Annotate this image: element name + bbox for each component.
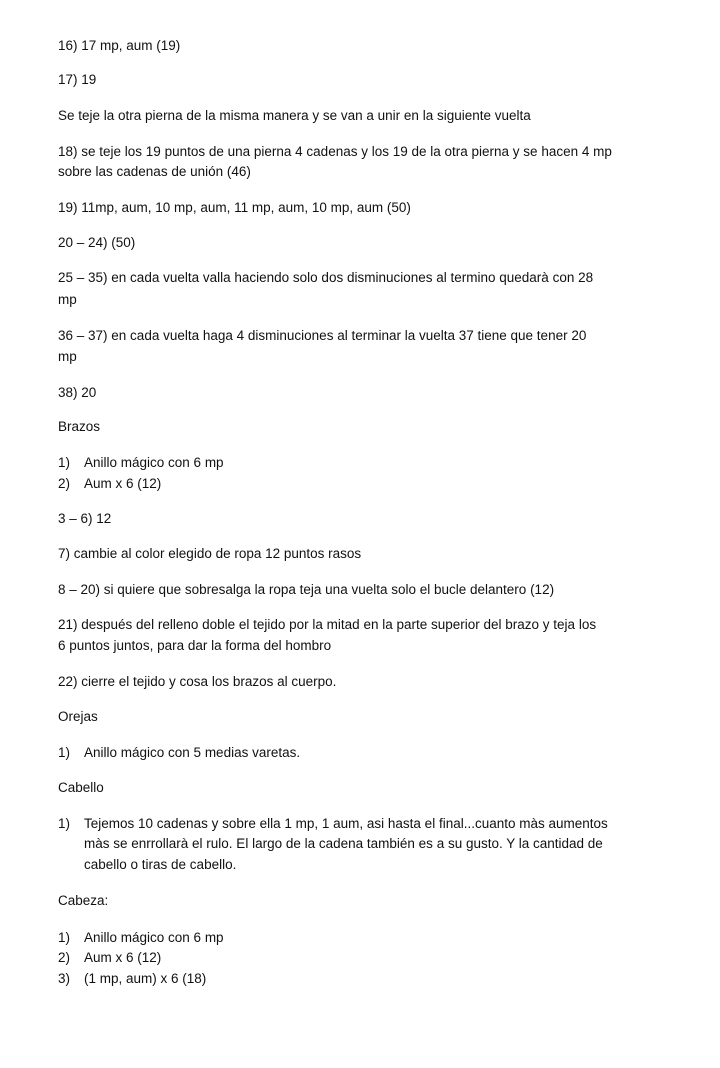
cabello-heading: Cabello: [58, 780, 104, 795]
list-number: 1): [58, 816, 71, 831]
cabello-item-1-line3: cabello o tiras de cabello.: [84, 857, 237, 872]
row-20-24: 20 – 24) (50): [58, 235, 136, 250]
brazos-row-3-6: 3 – 6) 12: [58, 511, 112, 526]
orejas-heading: Orejas: [58, 709, 98, 724]
brazos-row-21-line1: 21) después del relleno doble el tejido por la mitad en la parte superior del brazo y teja los: [58, 617, 597, 632]
list-number: 1): [58, 745, 71, 760]
other-leg-note: Se teje la otra pierna de la misma manera y se van a unir en la siguiente vuelta: [58, 108, 531, 123]
row-18-line1: 18) se teje los 19 puntos de una pierna 4 cadenas y los 19 de la otra pierna y se hacen 4 mp: [58, 144, 612, 159]
list-text: Aum x 6 (12): [84, 950, 162, 965]
row-16: 16) 17 mp, aum (19): [58, 38, 181, 53]
list-text: Anillo mágico con 5 medias varetas.: [84, 745, 301, 760]
row-36-37-line2: mp: [58, 349, 77, 364]
row-25-35-line2: mp: [58, 292, 77, 307]
list-number: 1): [58, 930, 71, 945]
cabeza-heading: Cabeza:: [58, 893, 109, 908]
brazos-row-21-line2: 6 puntos juntos, para dar la forma del hombro: [58, 638, 332, 653]
row-25-35-line1: 25 – 35) en cada vuelta valla haciendo solo dos disminuciones al termino quedarà con 28: [58, 270, 594, 285]
row-17: 17) 19: [58, 72, 97, 87]
row-38: 38) 20: [58, 385, 97, 400]
brazos-row-7: 7) cambie al color elegido de ropa 12 puntos rasos: [58, 546, 362, 561]
list-number: 3): [58, 971, 71, 986]
list-text: Tejemos 10 cadenas y sobre ella 1 mp, 1 aum, asi hasta el final...cuanto màs aumentos: [84, 816, 608, 831]
brazos-row-22: 22) cierre el tejido y cosa los brazos al cuerpo.: [58, 674, 337, 689]
list-text: (1 mp, aum) x 6 (18): [84, 971, 207, 986]
row-19: 19) 11mp, aum, 10 mp, aum, 11 mp, aum, 10 mp, aum (50): [58, 200, 411, 215]
list-number: 1): [58, 455, 71, 470]
cabello-item-1-line2: màs se enrrollarà el rulo. El largo de la cadena también es a su gusto. Y la cantidad de: [84, 836, 603, 851]
brazos-row-8-20: 8 – 20) si quiere que sobresalga la ropa teja una vuelta solo el bucle delantero (12): [58, 582, 555, 597]
list-number: 2): [58, 476, 71, 491]
row-18-line2: sobre las cadenas de unión (46): [58, 164, 251, 179]
list-number: 2): [58, 950, 71, 965]
list-text: Anillo mágico con 6 mp: [84, 455, 224, 470]
list-text: Anillo mágico con 6 mp: [84, 930, 224, 945]
row-36-37-line1: 36 – 37) en cada vuelta haga 4 disminuciones al terminar la vuelta 37 tiene que tener 20: [58, 328, 587, 343]
list-text: Aum x 6 (12): [84, 476, 162, 491]
brazos-heading: Brazos: [58, 419, 101, 434]
